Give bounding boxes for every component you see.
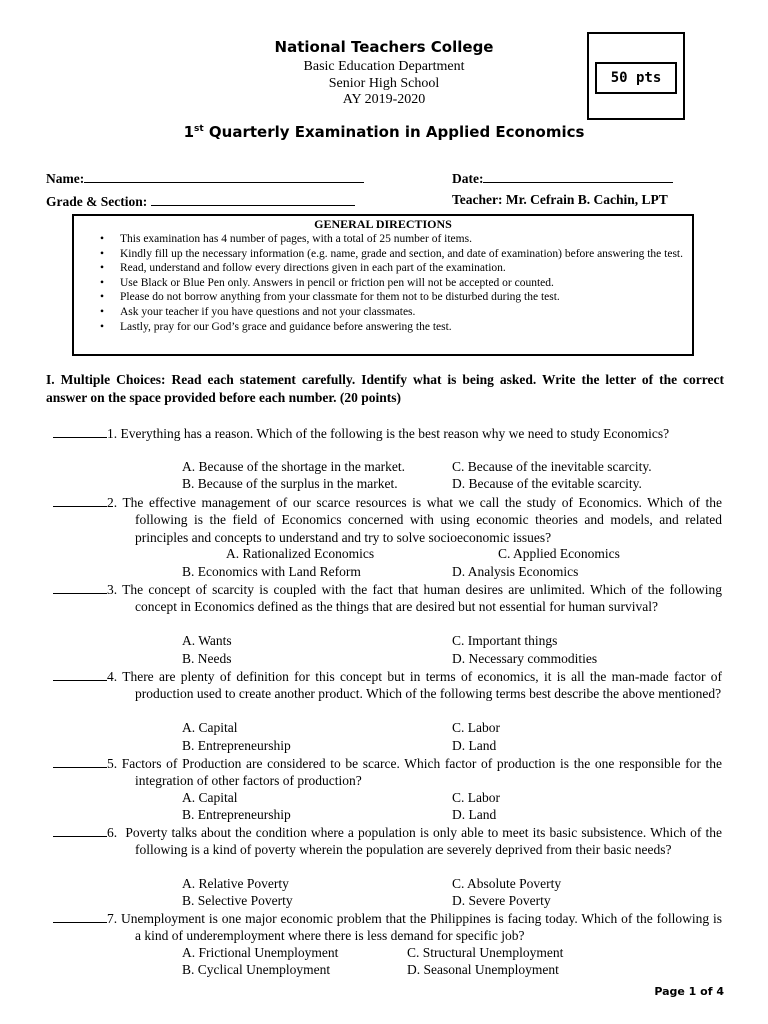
option-b: B. Cyclical Unemployment [182,962,331,977]
points-box [587,32,685,120]
option-c: C. Labor [452,720,500,735]
question-3 [53,581,722,616]
option-b: B. Because of the surplus in the market. [182,476,398,491]
option-a: A. Because of the shortage in the market. [182,459,406,474]
answer-blank[interactable] [53,425,107,438]
date-line[interactable] [483,169,673,183]
option-b: B. Entrepreneurship [182,807,291,822]
question-text: Unemployment is one major economic problem that the Philippines is facing today. Which of the following is a kind of underemployment where there is less demand for specific job? [121,911,723,944]
name-label: Name: [46,171,85,186]
question-6 [53,824,722,859]
option-b: B. Needs [182,651,232,666]
name-line[interactable] [84,169,364,183]
question-7 [53,910,722,945]
option-c: C. Labor [452,790,500,805]
general-directions-box [72,214,694,356]
option-d: D. Land [452,738,497,753]
title-text: Quarterly Examination in Applied Economics [203,123,585,141]
direction-item: • Please do not borrow anything from your classmate for them not to be disturbed during the test. [74,290,692,305]
option-a: A. Wants [182,633,232,648]
option-a: A. Capital [182,720,238,735]
option-d: D. Because of the evitable scarcity. [452,476,642,491]
option-d: D. Severe Poverty [452,893,551,908]
question-number: 1. [107,426,118,441]
answer-blank[interactable] [53,494,107,507]
option-b: B. Selective Poverty [182,893,293,908]
direction-item: • Use Black or Blue Pen only. Answers in pencil or friction pen will not be accepted or counted. [74,276,692,291]
date-field [452,169,673,187]
date-label: Date: [452,171,484,186]
option-c: C. Absolute Poverty [452,876,562,891]
answer-blank[interactable] [53,910,107,923]
option-c: C. Applied Economics [498,546,620,561]
answer-blank[interactable] [53,755,107,768]
directions-title: GENERAL DIRECTIONS [314,217,452,231]
question-text: The effective management of our scarce resources is what we call the study of Economics. Which of the following is the field of Economics concerned with using economic theories and models, and related principles and concepts to understand and try to solve socioeconomic issues? [122,495,722,545]
directions-list [74,232,692,334]
question-number: 4. [107,669,118,684]
question-text: Poverty talks about the condition where a population is only able to meet its basic subsistence. Which of the following is a kind of poverty wherein the population are severely deprived from their basic needs? [125,825,723,858]
department-name: Basic Education Department [303,59,465,74]
option-a: A. Capital [182,790,238,805]
question-number: 3. [107,582,118,597]
page-number: Page 1 of 4 [654,985,724,998]
question-text: Factors of Production are considered to be scarce. Which factor of production is the one responsible for the integration of other factors of production? [121,756,723,789]
option-d: D. Necessary commodities [452,651,598,666]
option-d: D. Seasonal Unemployment [407,962,559,977]
exam-title [0,123,768,141]
option-a: A. Rationalized Economics [226,546,375,561]
college-name: National Teachers College [274,38,494,56]
answer-blank[interactable] [53,581,107,594]
question-1 [53,425,722,442]
question-number: 7. [107,911,118,926]
direction-item: • Read, understand and follow every directions given in each part of the examination. [74,261,692,276]
school-level: Senior High School [328,76,440,91]
part1-instruction: I. Multiple Choices: Read each statement carefully. Identify what is being asked. Write the letter of the correct answer on the space provided before each number. (20 points) [46,372,724,405]
grade-section-line[interactable] [151,192,355,206]
direction-item: • Kindly fill up the necessary information (e.g. name, grade and section, and date of examination) before answering the test. [74,247,692,262]
option-d: D. Land [452,807,497,822]
direction-item: • Ask your teacher if you have questions and not your classmates. [74,305,692,320]
answer-blank[interactable] [53,824,107,837]
option-d: D. Analysis Economics [452,564,579,579]
title-ordinal-suffix: st [194,124,204,134]
question-text: Everything has a reason. Which of the following is the best reason why we need to study Economics? [120,426,670,441]
option-c: C. Important things [452,633,558,648]
option-b: B. Economics with Land Reform [182,564,361,579]
name-field [46,169,364,187]
question-number: 6. [107,825,118,840]
direction-item: • This examination has 4 number of pages, with a total of 25 number of items. [74,232,692,247]
option-c: C. Structural Unemployment [407,945,564,960]
grade-section-label: Grade & Section: [46,194,148,209]
question-5 [53,755,722,790]
answer-blank[interactable] [53,668,107,681]
question-number: 2. [107,495,118,510]
question-text: The concept of scarcity is coupled with the fact that human desires are unlimited. Which of the following concept in Economics defined as the things that are desired but not essential for human survival? [122,582,723,615]
direction-item: • Lastly, pray for our God’s grace and guidance before answering the test. [74,320,692,335]
grade-section-field [46,192,355,210]
title-ordinal: 1 [183,123,194,141]
question-4 [53,668,722,703]
points-label: 50 pts [595,62,677,94]
option-c: C. Because of the inevitable scarcity. [452,459,652,474]
question-text: There are plenty of definition for this concept but in terms of economics, it is all the man-made factor of production used to create another product. Which of the following terms best describe the above mentioned? [122,669,722,702]
option-a: A. Relative Poverty [182,876,289,891]
option-b: B. Entrepreneurship [182,738,291,753]
teacher-name: Teacher: Mr. Cefrain B. Cachin, LPT [452,192,668,207]
question-2 [53,494,722,546]
academic-year: AY 2019-2020 [342,92,426,107]
question-number: 5. [107,756,118,771]
option-a: A. Frictional Unemployment [182,945,339,960]
